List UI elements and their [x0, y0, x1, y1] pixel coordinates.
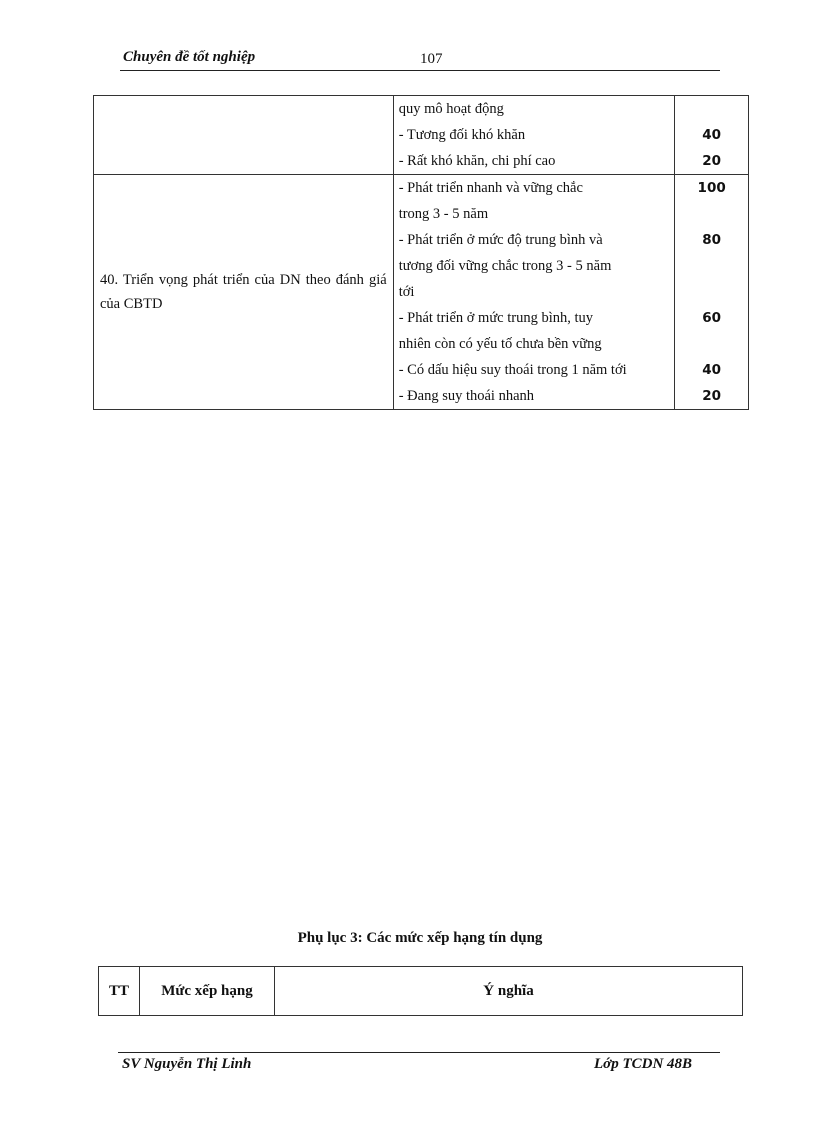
page-number: 107: [420, 51, 443, 67]
options-cell: [393, 96, 675, 175]
option-line: tới: [398, 284, 415, 300]
footer-student-name: SV Nguyễn Thị Linh: [122, 1056, 252, 1072]
score-spacer: [675, 253, 748, 279]
option-line: - Phát triển nhanh và vững chắc: [398, 180, 583, 196]
score-value: 20: [702, 153, 722, 169]
empty-label-cell: [94, 96, 394, 175]
option-line: quy mô hoạt động: [398, 101, 504, 117]
score-value: 60: [702, 310, 722, 326]
score-value: 80: [702, 232, 722, 248]
option-line: - Đang suy thoái nhanh: [398, 388, 535, 404]
header-title: Chuyên đề tốt nghiệp: [123, 49, 256, 65]
scores-cell: [675, 175, 749, 410]
scores-cell: [675, 96, 749, 175]
score-value: 100: [697, 180, 726, 196]
criteria-table: [93, 95, 749, 410]
option-line: tương đối vững chắc trong 3 - 5 năm: [398, 258, 612, 274]
score-value: 40: [702, 362, 722, 378]
option-line: - Có dấu hiệu suy thoái trong 1 năm tới: [398, 362, 627, 378]
score-value: [675, 96, 748, 122]
score-value: 40: [702, 127, 722, 143]
column-header-rating-level: Mức xếp hạng: [140, 967, 275, 1016]
option-line: - Tương đối khó khăn: [398, 127, 526, 143]
footer-rule: [118, 1052, 720, 1053]
column-header-meaning: Ý nghĩa: [275, 967, 743, 1016]
score-spacer: [675, 331, 748, 357]
score-value: 20: [702, 388, 722, 404]
table-row-item-40: [94, 175, 749, 410]
option-line: nhiên còn có yếu tố chưa bền vững: [398, 336, 602, 352]
table-row: [99, 967, 743, 1016]
option-line: - Phát triển ở mức trung bình, tuy: [398, 310, 594, 326]
appendix-title: Phụ lục 3: Các mức xếp hạng tín dụng: [297, 930, 543, 946]
options-cell: [393, 175, 675, 410]
option-line: trong 3 - 5 năm: [398, 206, 489, 222]
footer-class-name: Lớp TCDN 48B: [594, 1056, 693, 1072]
table-row-continued: [94, 96, 749, 175]
column-header-tt: TT: [99, 967, 140, 1016]
option-line: - Phát triển ở mức độ trung bình và: [398, 232, 603, 248]
criterion-label: 40. Triển vọng phát triển của DN theo đánh giá của CBTD: [94, 175, 394, 410]
header-rule: [120, 70, 720, 71]
score-spacer: [675, 201, 748, 227]
score-spacer: [675, 279, 748, 305]
option-line: - Rất khó khăn, chi phí cao: [398, 153, 556, 169]
rating-table-header: [98, 966, 743, 1016]
